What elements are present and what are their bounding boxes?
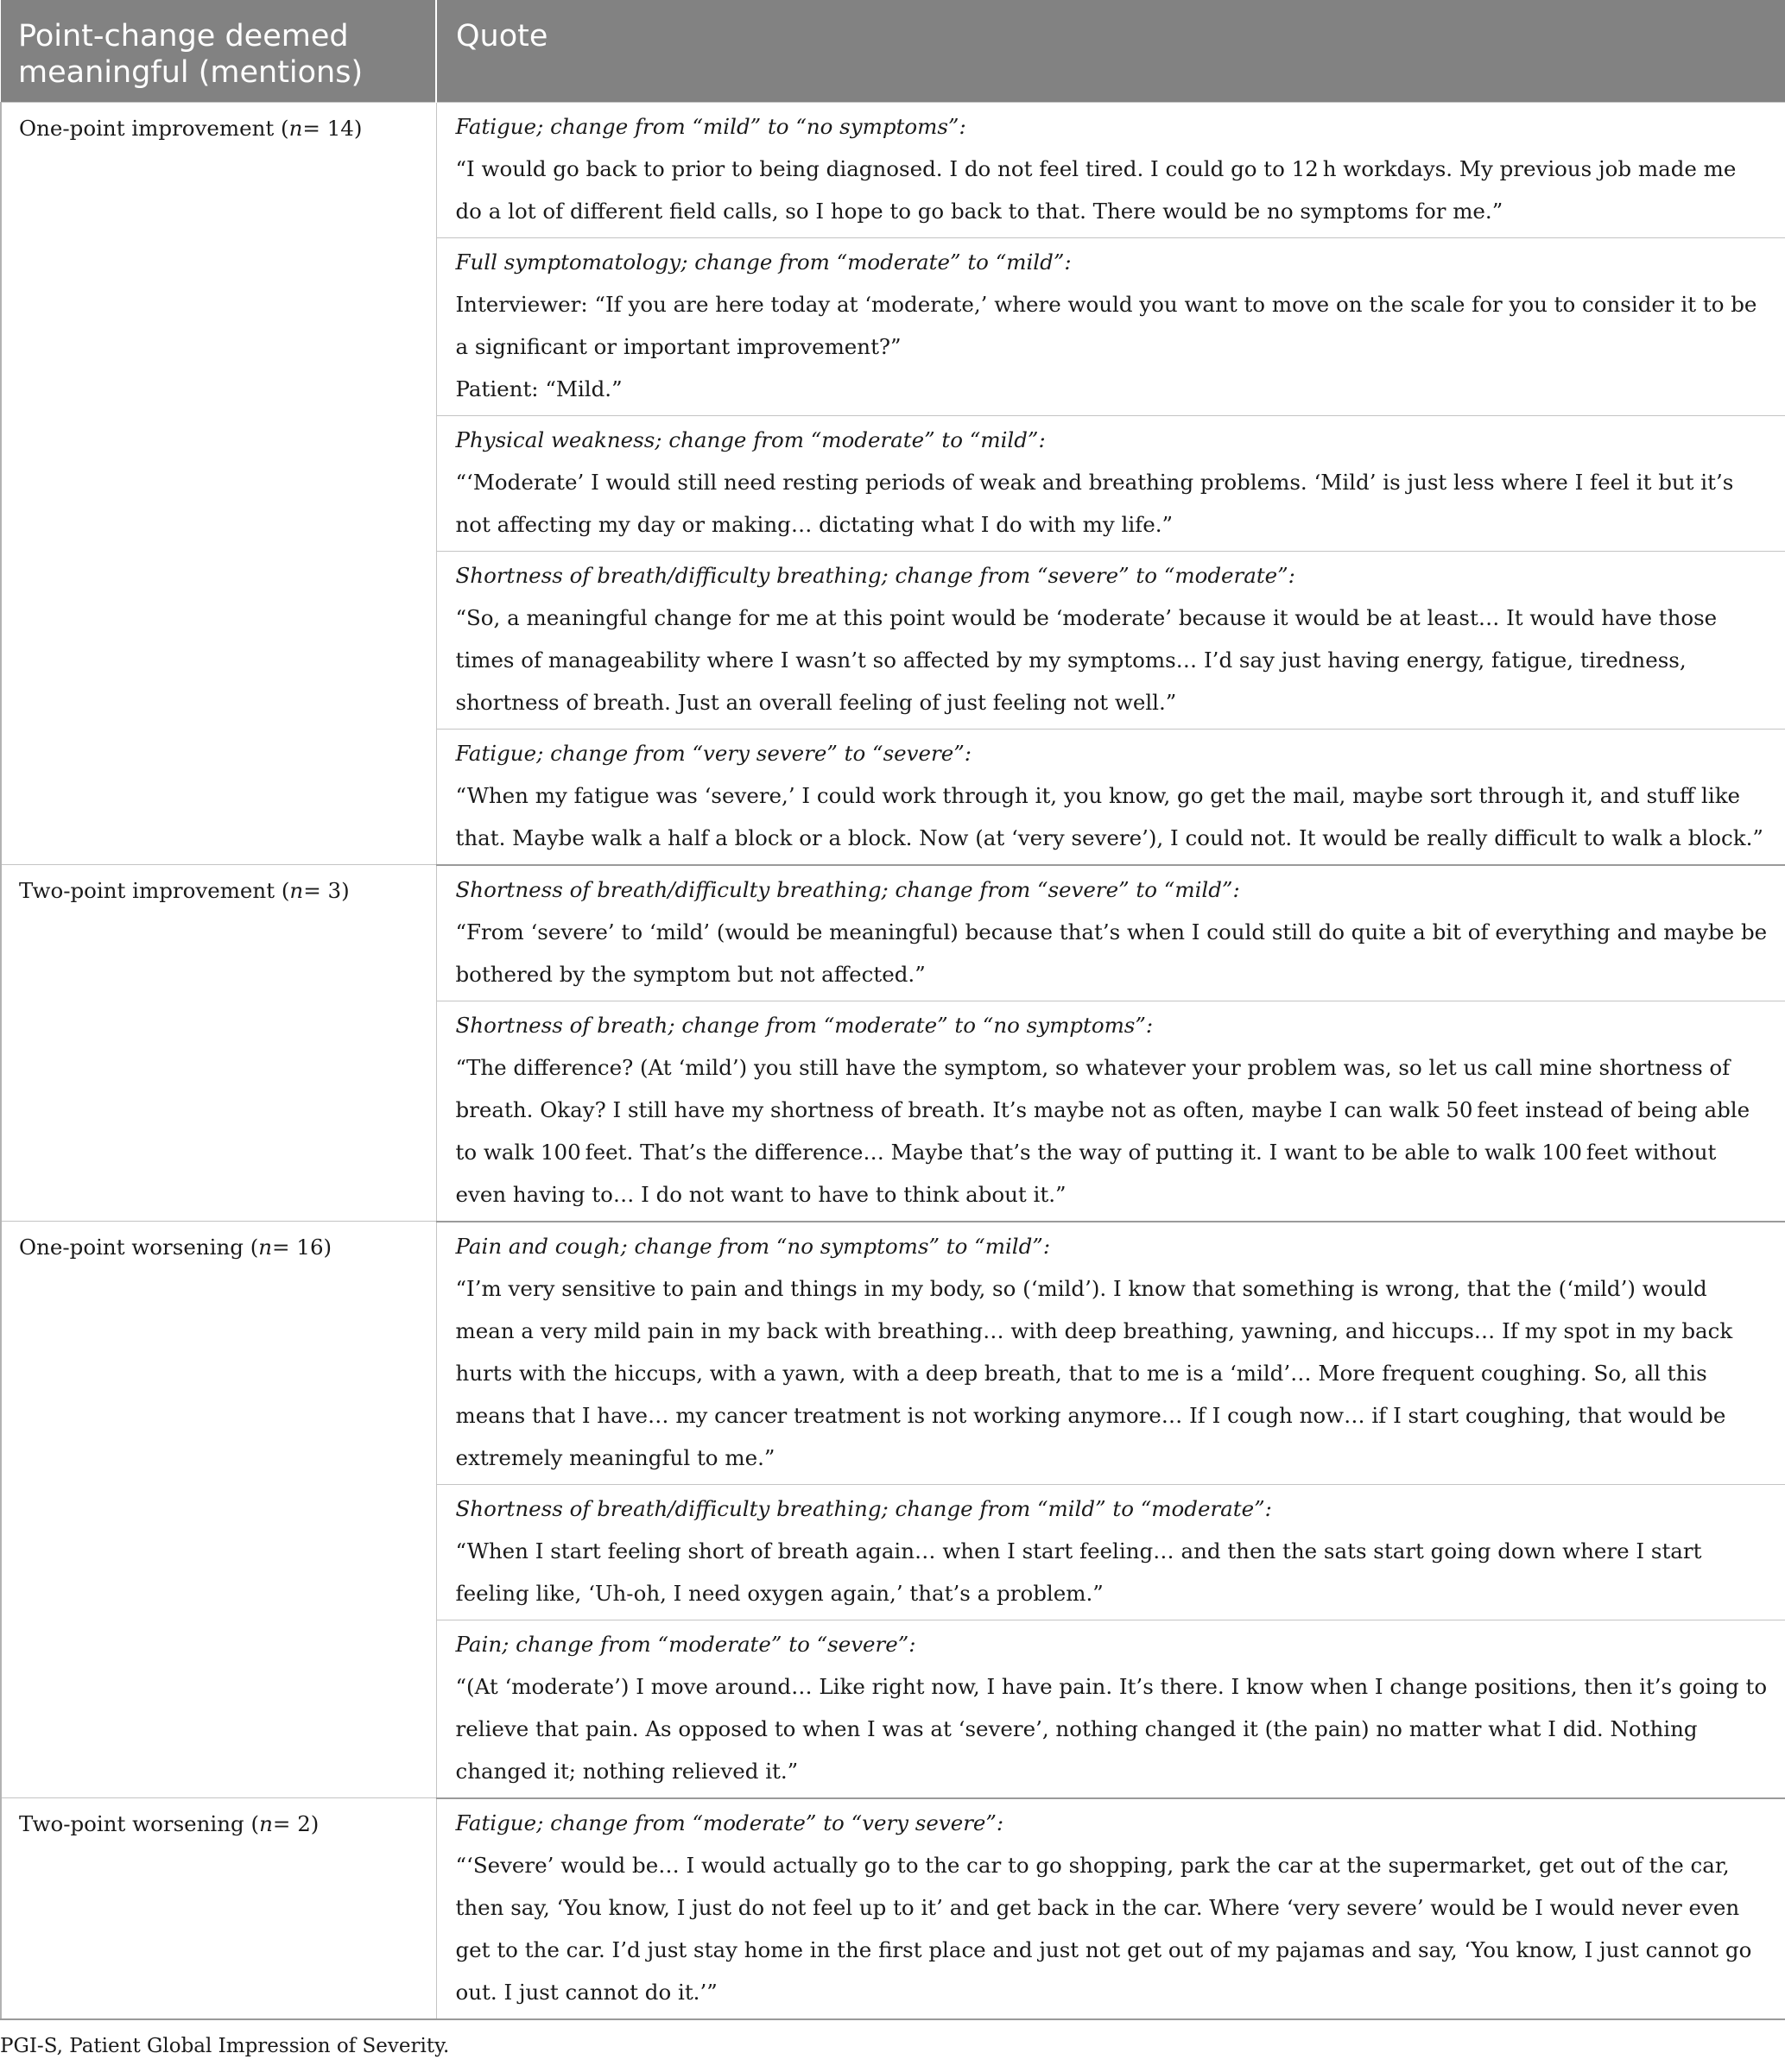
quote-context: Fatigue; change from “moderate” to “very severe”: [455,1810,1004,1835]
table-row [1,1222,1785,1485]
quote-context: Fatigue; change from “very severe” to “severe”: [455,740,972,766]
category-cell: One-point worsening (n= 16) [1,1222,436,1798]
table-footnote: PGI-S, Patient Global Impression of Severity. [0,2035,450,2057]
category-label: Two-point improvement [19,878,275,903]
quote-text: “From ‘severe’ to ‘mild’ (would be meaningful) because that’s when I could still do quite a bit of everything and maybe be bothered by the symptom but not affected.” [455,919,1768,987]
quote-text: “(At ‘moderate’) I move around… Like right now, I have pain. It’s there. I know when I change positions, then it’s going to relieve that pain. As opposed to when I was at ‘severe’, nothing changed it (the pain) no matter what I did. Nothing changed it; nothing relieved it.” [455,1673,1768,1784]
quote-context: Pain; change from “moderate” to “severe”: [455,1631,916,1657]
table-header [1,0,1785,102]
mention-count-value: = 16 [272,1235,324,1260]
quote-context: Pain and cough; change from “no symptoms” to “mild”: [455,1233,1051,1259]
quote-cell [436,729,1785,865]
mention-count-symbol: n [289,878,304,903]
quote-context: Full symptomatology; change from “moderate” to “mild”: [455,249,1072,275]
category-label: Two-point worsening [19,1811,244,1836]
quote-cell [436,865,1785,1001]
quote-text: “So, a meaningful change for me at this point would be ‘moderate’ because it would be at least… It would have those times of manageability where I wasn’t so affected by my symptoms… I’d say just having energy, fatigue, tiredness, shortness of breath. Just an overall feeling of just feeling not well.” [455,604,1718,715]
quote-context: Fatigue; change from “mild” to “no symptoms”: [455,113,966,139]
quote-text: “‘Severe’ would be… I would actually go to the car to go shopping, park the car at the supermarket, get out of the car, then say, ‘You know, I just do not feel up to it’ and get back in the car. Where ‘very severe’ would be I would never even get to the car. I’d just stay home in the first place and just not get out of my pajamas and say, ‘You know, I just cannot go out. I just cannot do it.’” [455,1852,1752,2005]
table-row [1,102,1785,237]
category-cell: Two-point worsening (n= 2) [1,1798,436,2019]
quote-cell [436,415,1785,551]
category-cell: One-point improvement (n= 14) [1,102,436,865]
quote-cell [436,551,1785,729]
quote-cell [436,1001,1785,1222]
quote-text: “When my fatigue was ‘severe,’ I could work through it, you know, go get the mail, maybe sort through it, and stuff like that. Maybe walk a half a block or a block. Now (at ‘very severe’), I could not. It would be really difficult to walk a block.” [455,782,1763,850]
mention-count-symbol: n [258,1235,273,1260]
category-cell: Two-point improvement (n= 3) [1,865,436,1222]
category-label: One-point improvement [19,115,275,141]
quote-context: Shortness of breath/difficulty breathing; change from “severe” to “moderate”: [455,562,1295,588]
quote-context: Shortness of breath/difficulty breathing; change from “severe” to “mild”: [455,876,1240,902]
quote-text: “‘Moderate’ I would still need resting periods of weak and breathing problems. ‘Mild’ is just less where I feel it but it’s not affecting my day or making… dictating what I do with my life.” [455,469,1734,537]
table-body [1,102,1785,2019]
quote-cell [436,1484,1785,1620]
quote-text: Interviewer: “If you are here today at ‘moderate,’ where would you want to move on the scale for you to consider it to be a significant or important improvement?” [455,291,1757,359]
mention-count-value: = 3 [303,878,342,903]
quote-text: “The difference? (At ‘mild’) you still have the symptom, so whatever your problem was, so let us call mine shortness of breath. Okay? I still have my shortness of breath. It’s maybe not as often, maybe I can walk 50 feet instead of being able to walk 100 feet. That’s the difference… Maybe that’s the way of putting it. I want to be able to walk 100 feet without even having to… I do not want to have to think about it.” [455,1054,1750,1207]
quote-cell [436,237,1785,415]
table-row [1,865,1785,1001]
quote-cell [436,1798,1785,2019]
mention-count-value: = 2 [272,1811,311,1836]
mention-count-symbol: n [259,1811,273,1836]
category-label: One-point worsening [19,1235,244,1260]
quote-cell [436,102,1785,237]
table-row [1,1798,1785,2019]
mention-count-value: = 14 [302,115,354,141]
header-point-change: Point-change deemed meaningful (mentions) [1,0,436,102]
header-row [1,0,1785,102]
quote-text: Patient: “Mild.” [455,376,623,401]
quote-text: “I’m very sensitive to pain and things in my body, so (‘mild’). I know that something is wrong, that the (‘mild’) would mean a very mild pain in my back with breathing… with deep breathing, yawning, and hiccups… If my spot in my back hurts with the hiccups, with a yawn, with a deep breath, that to me is a ‘mild’… More frequent coughing. So, all this means that I have… my cancer treatment is not working anymore… If I cough now… if I start coughing, that would be extremely meaningful to me.” [455,1275,1733,1470]
quote-context: Physical weakness; change from “moderate” to “mild”: [455,426,1046,452]
quote-cell [436,1222,1785,1485]
quote-context: Shortness of breath/difficulty breathing; change from “mild” to “moderate”: [455,1495,1272,1521]
header-quote: Quote [436,0,1785,102]
mention-count-symbol: n [288,115,303,141]
quote-context: Shortness of breath; change from “moderate” to “no symptoms”: [455,1012,1154,1038]
quote-text: “I would go back to prior to being diagnosed. I do not feel tired. I could go to 12 h workdays. My previous job made me do a lot of different field calls, so I hope to go back to that. There would be no symptoms for me.” [455,155,1737,224]
quote-cell [436,1620,1785,1798]
quote-text: “When I start feeling short of breath again… when I start feeling… and then the sats start going down where I start feeling like, ‘Uh-oh, I need oxygen again,’ that’s a problem.” [455,1538,1702,1606]
